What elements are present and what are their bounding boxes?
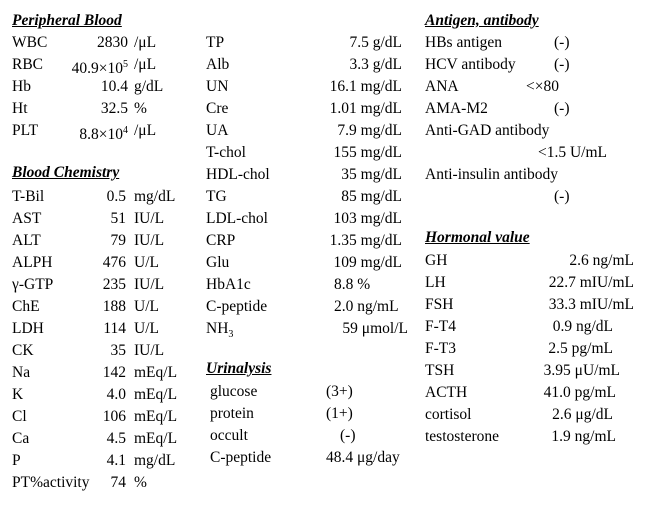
bc-name: PT%activity [12,474,90,491]
hormone-name: LH [425,274,446,291]
ab-name: ANA [425,78,459,95]
hormone-value: 0.9 ng/dL [552,318,613,335]
chem-value: 59 μmol/L [342,320,408,337]
chem-value: 7.5 g/dL [349,34,402,51]
bc-value: 74 [110,474,126,491]
hormone-value: 2.6 ng/mL [569,252,634,269]
ab-value: <1.5 U/mL [538,144,608,161]
pb-value: 10.4 [100,78,128,95]
bc-value: 51 [110,210,126,227]
pb-value: 2830 [97,34,128,51]
ab-name: HBs antigen [425,34,503,51]
urine-value: (1+) [326,405,353,422]
pb-name: RBC [12,56,44,73]
ab-value: (-) [554,100,570,117]
pb-name: Ht [12,100,28,117]
bc-name: γ-GTP [12,276,54,293]
pb-name: WBC [12,34,48,51]
hormone-name: F-T3 [425,340,456,357]
bc-name: Cl [12,408,27,425]
chem-name-nh3 [206,320,233,344]
bc-unit: mEq/L [134,430,178,447]
bc-unit: mEq/L [134,364,178,381]
ab-value: (-) [554,188,570,205]
pb-value: 40.9×10 [71,60,123,78]
chem-value: 109 mg/dL [333,254,402,271]
chem-value: 2.0 ng/mL [334,298,399,315]
chem-value: 7.9 mg/dL [337,122,402,139]
bc-name: ALT [12,232,41,249]
bc-unit: mg/dL [134,452,176,469]
bc-value: 4.0 [106,386,126,403]
pb-value: 8.8×10 [79,126,123,144]
pb-unit: /μL [134,122,157,139]
hormone-value: 41.0 pg/mL [543,384,616,401]
bc-name: ALPH [12,254,53,271]
chem-name: UN [206,78,229,95]
chem-name: LDL-chol [206,210,268,227]
chem-value: 35 mg/dL [341,166,402,183]
urine-name: protein [210,405,254,422]
chem-name: Alb [206,56,230,73]
bc-name: CK [12,342,34,359]
chem-name: UA [206,122,229,139]
hormone-value: 2.5 pg/mL [548,340,613,357]
pb-unit: /μL [134,34,157,51]
chem-name: Cre [206,100,229,117]
bc-value: 79 [110,232,126,249]
bc-unit: IU/L [134,342,165,359]
urine-name: occult [210,427,248,444]
bc-unit: mEq/L [134,386,178,403]
hormonal-value-heading: Hormonal value [425,229,530,246]
hormone-value: 22.7 mIU/mL [548,274,634,291]
bc-unit: IU/L [134,276,165,293]
chem-value: 85 mg/dL [341,188,402,205]
bc-name: P [12,452,21,469]
chem-name: HbA1c [206,276,251,293]
bc-name: AST [12,210,42,227]
chem-value: 16.1 mg/dL [329,78,402,95]
chem-name: TG [206,188,227,205]
pb-name: Hb [12,78,31,95]
urine-value: (-) [340,427,356,444]
bc-value: 4.1 [106,452,126,469]
hormone-name: testosterone [425,428,500,445]
blood-chemistry-heading: Blood Chemistry [12,164,120,181]
hormone-name: cortisol [425,406,472,423]
antigen-antibody-heading: Antigen, antibody [425,12,539,29]
bc-name: Na [12,364,31,381]
ab-name: HCV antibody [425,56,516,73]
hormone-value: 33.3 mIU/mL [548,296,634,313]
hormone-name: ACTH [425,384,468,401]
ab-value: (-) [554,56,570,73]
chem-name: T-chol [206,144,246,161]
bc-value: 35 [110,342,126,359]
bc-unit: IU/L [134,210,165,227]
chem-value: 8.8 % [334,276,371,293]
bc-name: ChE [12,298,40,315]
bc-unit: mEq/L [134,408,178,425]
pb-unit: /μL [134,56,157,73]
ab-name: AMA-M2 [425,100,488,117]
chem-name: TP [206,34,225,51]
bc-value: 235 [102,276,126,293]
bc-value: 4.5 [106,430,126,447]
pb-name: PLT [12,122,39,139]
bc-value: 0.5 [106,188,126,205]
pb-value: 32.5 [100,100,128,117]
bc-name: T-Bil [12,188,45,205]
bc-name: Ca [12,430,30,447]
chem-value: 155 mg/dL [333,144,402,161]
chem-name: NH [206,320,229,337]
hormone-name: GH [425,252,448,269]
hormone-name: F-T4 [425,318,456,335]
hormone-value: 1.9 ng/mL [551,428,616,445]
bc-unit: IU/L [134,232,165,249]
hormone-value: 3.95 μU/mL [543,362,620,379]
urine-name: C-peptide [210,449,272,466]
chem-value: 3.3 g/dL [349,56,402,73]
chem-value: 103 mg/dL [333,210,402,227]
urine-value: (3+) [326,383,353,400]
hormone-value: 2.6 μg/dL [552,406,613,423]
bc-unit: U/L [134,298,159,315]
bc-value: 476 [102,254,126,271]
bc-name: K [12,386,24,403]
ab-value: <×80 [526,78,559,95]
bc-unit: % [134,474,147,491]
bc-name: LDH [12,320,44,337]
pb-value-exp [46,56,128,78]
pb-exponent: 5 [123,59,128,70]
pb-unit: g/dL [134,78,164,95]
pb-unit: % [134,100,147,117]
chem-subscript: 3 [228,329,234,341]
bc-value: 188 [102,298,126,315]
pb-exponent: 4 [123,125,128,136]
chem-name: CRP [206,232,236,249]
bc-value: 142 [102,364,126,381]
bc-value: 114 [103,320,126,337]
ab-value: (-) [554,34,570,51]
urinalysis-heading: Urinalysis [206,360,272,377]
bc-unit: mg/dL [134,188,176,205]
bc-unit: U/L [134,254,159,271]
bc-value: 106 [102,408,126,425]
chem-value: 1.01 mg/dL [329,100,402,117]
bc-unit: U/L [134,320,159,337]
pb-value-exp [46,122,128,144]
chem-name: Glu [206,254,230,271]
ab-name: Anti-GAD antibody [425,122,550,139]
chem-name: HDL-chol [206,166,270,183]
chem-name: C-peptide [206,298,268,315]
hormone-name: TSH [425,362,455,379]
hormone-name: FSH [425,296,454,313]
peripheral-blood-heading: Peripheral Blood [12,12,122,29]
urine-value: 48.4 μg/day [326,449,400,466]
chem-value: 1.35 mg/dL [329,232,402,249]
ab-name: Anti-insulin antibody [425,166,559,183]
urine-name: glucose [210,383,258,400]
